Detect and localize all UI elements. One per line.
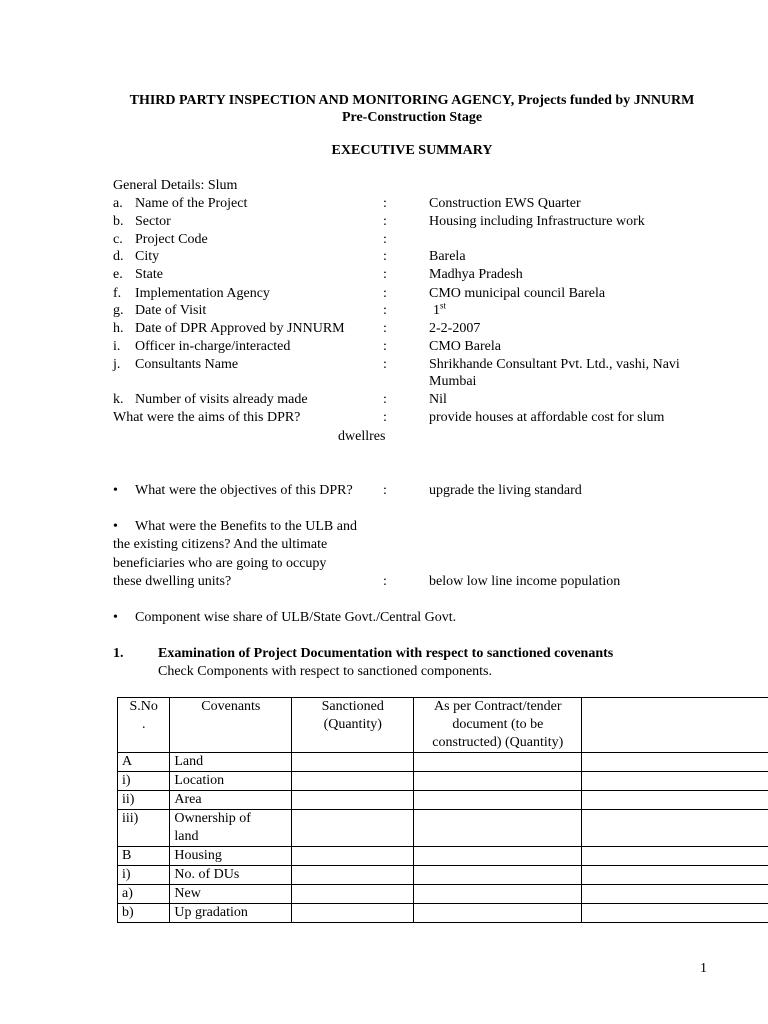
cell-covenant: Location: [170, 772, 292, 791]
item-value: Construction EWS Quarter: [429, 196, 581, 211]
cell-empty: [414, 847, 582, 866]
visit-day: 1: [433, 303, 440, 318]
cell-covenant: Housing: [170, 847, 292, 866]
cell-empty: [292, 810, 414, 847]
covenants-table: [117, 697, 768, 923]
header-contract-line: As per Contract/tender: [434, 699, 562, 714]
objectives-colon: :: [383, 483, 387, 498]
header-covenants: Covenants: [170, 698, 292, 753]
cell-empty: [414, 753, 582, 772]
table-row: [118, 885, 768, 904]
cell-covenant: Land: [170, 753, 292, 772]
visit-day-suffix: st: [440, 300, 447, 311]
item-label: Officer in-charge/interacted: [135, 339, 291, 354]
header-sanctioned-line: (Quantity): [323, 717, 382, 732]
item-colon: :: [383, 392, 387, 407]
cell-empty: [582, 866, 768, 885]
aims-value: provide houses at affordable cost for slum: [429, 410, 665, 425]
cell-empty: [582, 904, 768, 923]
item-value: Housing including Infrastructure work: [429, 214, 645, 229]
header-sanctioned: [292, 698, 414, 753]
item-label: Consultants Name: [135, 357, 239, 372]
cell-empty: [292, 866, 414, 885]
item-colon: :: [383, 214, 387, 229]
item-label: Name of the Project: [135, 196, 248, 211]
item-label: City: [135, 249, 160, 264]
item-colon: :: [383, 321, 387, 336]
table-header-row: [118, 698, 768, 753]
benefits-line: the existing citizens? And the ultimate: [113, 537, 328, 552]
item-colon: :: [383, 232, 387, 247]
table-row: [118, 810, 768, 847]
item-value: Barela: [429, 249, 466, 264]
executive-summary-heading: EXECUTIVE SUMMARY: [331, 143, 493, 158]
cell-empty: [414, 810, 582, 847]
general-details-heading: General Details: Slum: [113, 178, 238, 193]
header-contract-line: document (to be: [452, 717, 544, 732]
item-value: Madhya Pradesh: [429, 267, 523, 282]
cell-covenant: [170, 810, 292, 847]
table-row: [118, 847, 768, 866]
benefits-line: beneficiaries who are going to occupy: [113, 556, 327, 571]
item-letter: c.: [113, 232, 123, 247]
benefits-value: below low line income population: [429, 574, 621, 589]
item-letter: b.: [113, 214, 124, 229]
item-letter: j.: [113, 357, 121, 372]
header-contract-line: constructed) (Quantity): [432, 735, 564, 750]
cell-empty: [582, 791, 768, 810]
cell-empty: [292, 904, 414, 923]
cell-empty: [292, 847, 414, 866]
cell-sno: ii): [118, 791, 170, 810]
cell-sno: iii): [118, 810, 170, 847]
objectives-value: upgrade the living standard: [429, 483, 582, 498]
cell-empty: [414, 866, 582, 885]
table-row: [118, 904, 768, 923]
header-sno-line: S.No: [129, 699, 158, 714]
item-label: Date of DPR Approved by JNNURM: [135, 321, 345, 336]
cell-covenant-line: Ownership of: [174, 811, 251, 826]
bullet-icon: •: [113, 610, 118, 625]
header-sno: [118, 698, 170, 753]
cell-empty: [292, 753, 414, 772]
aims-label: What were the aims of this DPR?: [113, 410, 301, 425]
item-value: Nil: [429, 392, 447, 407]
item-label: Project Code: [135, 232, 208, 247]
cell-empty: [414, 904, 582, 923]
aims-value-continued: dwellres: [338, 429, 386, 444]
table-row: [118, 866, 768, 885]
cell-empty: [582, 772, 768, 791]
cell-sno: a): [118, 885, 170, 904]
item-colon: :: [383, 286, 387, 301]
cell-sno: A: [118, 753, 170, 772]
aims-colon: :: [383, 410, 387, 425]
item-letter: f.: [113, 286, 122, 301]
item-value: CMO Barela: [429, 339, 501, 354]
item-colon: :: [383, 303, 387, 318]
table-row: [118, 772, 768, 791]
cell-empty: [292, 885, 414, 904]
cell-empty: [414, 791, 582, 810]
item-value: [433, 302, 446, 320]
cell-empty: [582, 847, 768, 866]
header-sanctioned-line: Sanctioned: [321, 699, 384, 714]
cell-empty: [292, 772, 414, 791]
bullet-icon: •: [113, 483, 118, 498]
cell-empty: [582, 810, 768, 847]
benefits-line: these dwelling units?: [113, 574, 232, 589]
cell-covenant: Up gradation: [170, 904, 292, 923]
component-share-text: Component wise share of ULB/State Govt./Central Govt.: [135, 610, 457, 625]
cell-sno: B: [118, 847, 170, 866]
cell-covenant: No. of DUs: [170, 866, 292, 885]
cell-empty: [414, 885, 582, 904]
table-row: [118, 791, 768, 810]
objectives-label: What were the objectives of this DPR?: [135, 483, 353, 498]
cell-sno: b): [118, 904, 170, 923]
section-subtitle: Check Components with respect to sanctioned components.: [158, 664, 492, 679]
item-value: Shrikhande Consultant Pvt. Ltd., vashi, Navi: [429, 357, 680, 372]
report-stage: Pre-Construction Stage: [341, 110, 483, 125]
cell-covenant: Area: [170, 791, 292, 810]
item-label: Implementation Agency: [135, 286, 270, 301]
item-letter: h.: [113, 321, 124, 336]
section-title: Examination of Project Documentation with respect to sanctioned covenants: [158, 646, 614, 661]
item-letter: g.: [113, 303, 124, 318]
table-row: [118, 753, 768, 772]
item-colon: :: [383, 267, 387, 282]
item-letter: k.: [113, 392, 124, 407]
item-letter: i.: [113, 339, 121, 354]
item-label: Number of visits already made: [135, 392, 308, 407]
header-sno-line: .: [141, 717, 146, 732]
benefits-line: What were the Benefits to the ULB and: [135, 519, 357, 534]
header-contract: [414, 698, 582, 753]
cell-empty: [292, 791, 414, 810]
cell-sno: i): [118, 866, 170, 885]
item-letter: a.: [113, 196, 123, 211]
page-number: 1: [700, 961, 707, 976]
item-label: Date of Visit: [135, 303, 207, 318]
item-label: State: [135, 267, 163, 282]
cell-empty: [414, 772, 582, 791]
cell-empty: [582, 885, 768, 904]
benefits-colon: :: [383, 574, 387, 589]
item-value-continued: Mumbai: [429, 374, 477, 389]
section-number: 1.: [113, 646, 124, 661]
cell-covenant-line: land: [174, 829, 199, 844]
item-letter: e.: [113, 267, 123, 282]
bullet-icon: •: [113, 519, 118, 534]
item-colon: :: [383, 339, 387, 354]
item-letter: d.: [113, 249, 124, 264]
item-colon: :: [383, 357, 387, 372]
report-title: THIRD PARTY INSPECTION AND MONITORING AGENCY, Projects funded by JNNURM: [129, 93, 695, 108]
header-extra: [582, 698, 768, 753]
item-value: CMO municipal council Barela: [429, 286, 606, 301]
cell-covenant: New: [170, 885, 292, 904]
cell-empty: [582, 753, 768, 772]
item-colon: :: [383, 249, 387, 264]
cell-sno: i): [118, 772, 170, 791]
item-value: 2-2-2007: [429, 321, 481, 336]
item-colon: :: [383, 196, 387, 211]
item-label: Sector: [135, 214, 171, 229]
